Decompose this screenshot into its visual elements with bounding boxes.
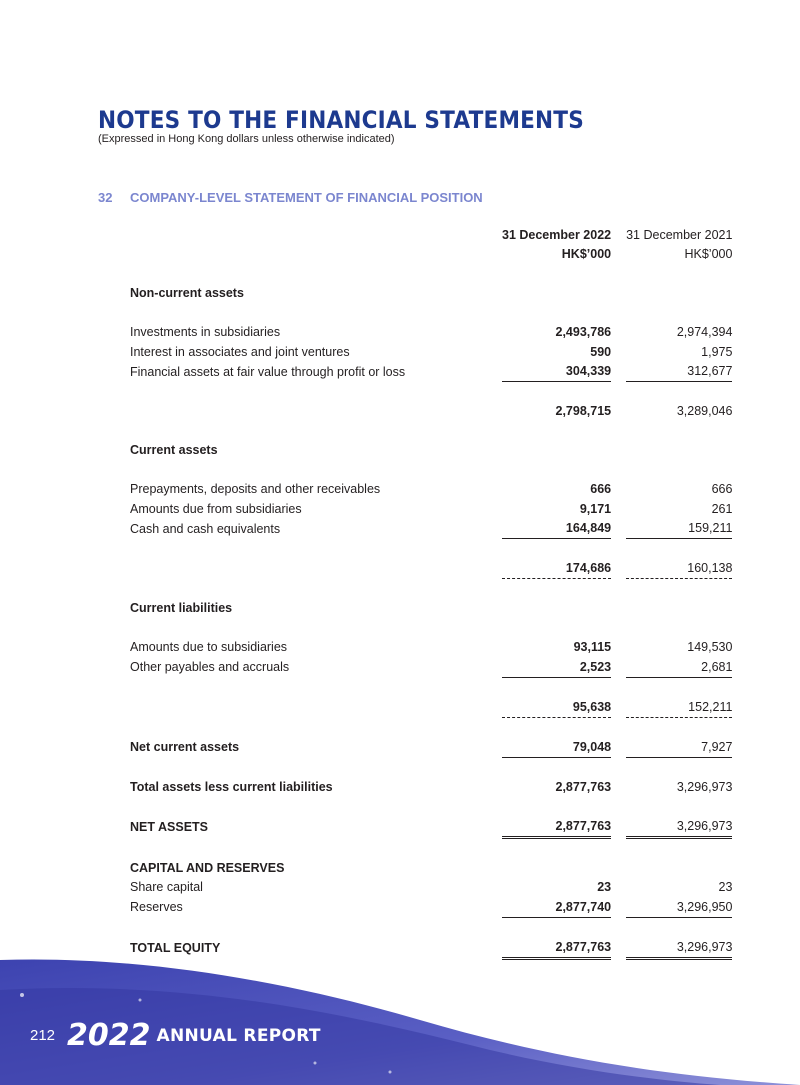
row-label: Interest in associates and joint ventures [130,344,350,359]
row-label: Investments in subsidiaries [130,325,281,340]
col1-date: 31 December 2022 [502,227,612,242]
row-label: Reserves [130,900,183,914]
value-2021: 3,296,973 [626,937,732,958]
value-2021: 3,296,950 [626,897,732,917]
value-2022: 174,686 [502,559,611,579]
row-label: Financial assets at fair value through profit or loss [130,364,406,379]
value-2022: 2,877,763 [502,937,611,958]
subtotal-row [130,559,732,579]
subtotal-row [130,697,732,717]
table-row [130,499,732,519]
value-2021: 666 [711,482,733,497]
value-2022: 2,523 [502,657,611,677]
value-2021: 312,677 [626,362,732,382]
value-2021: 7,927 [626,737,732,757]
table-row [130,480,732,500]
value-2021: 3,296,973 [626,816,732,837]
header-row-dates [130,225,732,245]
value-2021: 3,296,973 [676,779,733,794]
value-2021: 2,974,394 [676,325,733,340]
page-subtitle: (Expressed in Hong Kong dollars unless otherwise indicated) [98,133,395,145]
row-label: Share capital [130,880,203,895]
value-2022: 2,493,786 [555,325,612,340]
row-label: Net current assets [130,740,240,754]
value-2021: 152,211 [626,697,732,717]
value-2022: 2,877,763 [555,779,612,794]
value-2021: 23 [718,880,733,895]
header-row-units [130,245,732,265]
value-2022: 23 [597,880,612,895]
page-number: 212 [30,1027,56,1044]
table-row [130,441,732,461]
table-row [130,737,732,757]
table-row [130,519,732,539]
table-row [130,816,732,837]
group-heading: Non-current assets [130,286,244,301]
row-label: Cash and cash equivalents [130,521,281,536]
value-2022: 2,798,715 [555,404,612,419]
value-2022: 93,115 [573,640,612,655]
row-label: Total assets less current liabilities [130,779,333,794]
group-heading: Current assets [130,443,218,458]
section-heading [98,190,483,205]
value-2021: 1,975 [701,344,733,359]
value-2022: 304,339 [502,362,611,382]
table-row [130,897,732,917]
value-2022: 666 [590,482,612,497]
report-year: 2022 [67,1018,151,1053]
row-label: Other payables and accruals [130,660,290,674]
value-2021: 2,681 [626,657,732,677]
footer [30,1018,321,1053]
col1-unit: HK$’000 [561,247,612,262]
financial-position-table [130,225,732,960]
value-2022: 79,048 [502,737,611,757]
table-row [130,878,732,898]
col2-date: 31 December 2021 [626,227,733,242]
value-2022: 2,877,763 [502,816,611,837]
value-2021: 159,211 [626,519,732,539]
value-2022: 2,877,740 [502,897,611,917]
row-label: Amounts due from subsidiaries [130,501,302,516]
value-2022: 164,849 [502,519,611,539]
table-row [130,284,732,304]
table-row [130,323,732,343]
value-2021: 160,138 [626,559,732,579]
col2-unit: HK$’000 [684,247,733,262]
row-label: Prepayments, deposits and other receivables [130,482,381,497]
table-row [130,657,732,677]
table-row [130,777,732,797]
section-title: COMPANY-LEVEL STATEMENT OF FINANCIAL POSITION [130,190,483,205]
subtotal-row [130,402,732,422]
group-heading: CAPITAL AND RESERVES [130,860,285,875]
group-heading: Current liabilities [130,601,233,616]
row-label: TOTAL EQUITY [130,940,221,955]
value-2022: 95,638 [502,697,611,717]
value-2021: 261 [711,501,733,516]
table-row [130,599,732,619]
value-2022: 590 [590,344,612,359]
row-label: Amounts due to subsidiaries [130,640,288,655]
section-number: 32 [98,190,113,205]
table-row [130,638,732,658]
table-row [130,858,732,878]
value-2021: 149,530 [687,640,733,655]
value-2022: 9,171 [579,501,612,516]
table-row [130,362,732,382]
table-row [130,342,732,362]
value-2021: 3,289,046 [676,404,733,419]
report-name: ANNUAL REPORT [156,1025,321,1046]
page-title: NOTES TO THE FINANCIAL STATEMENTS [98,106,584,134]
row-label: NET ASSETS [130,819,209,834]
